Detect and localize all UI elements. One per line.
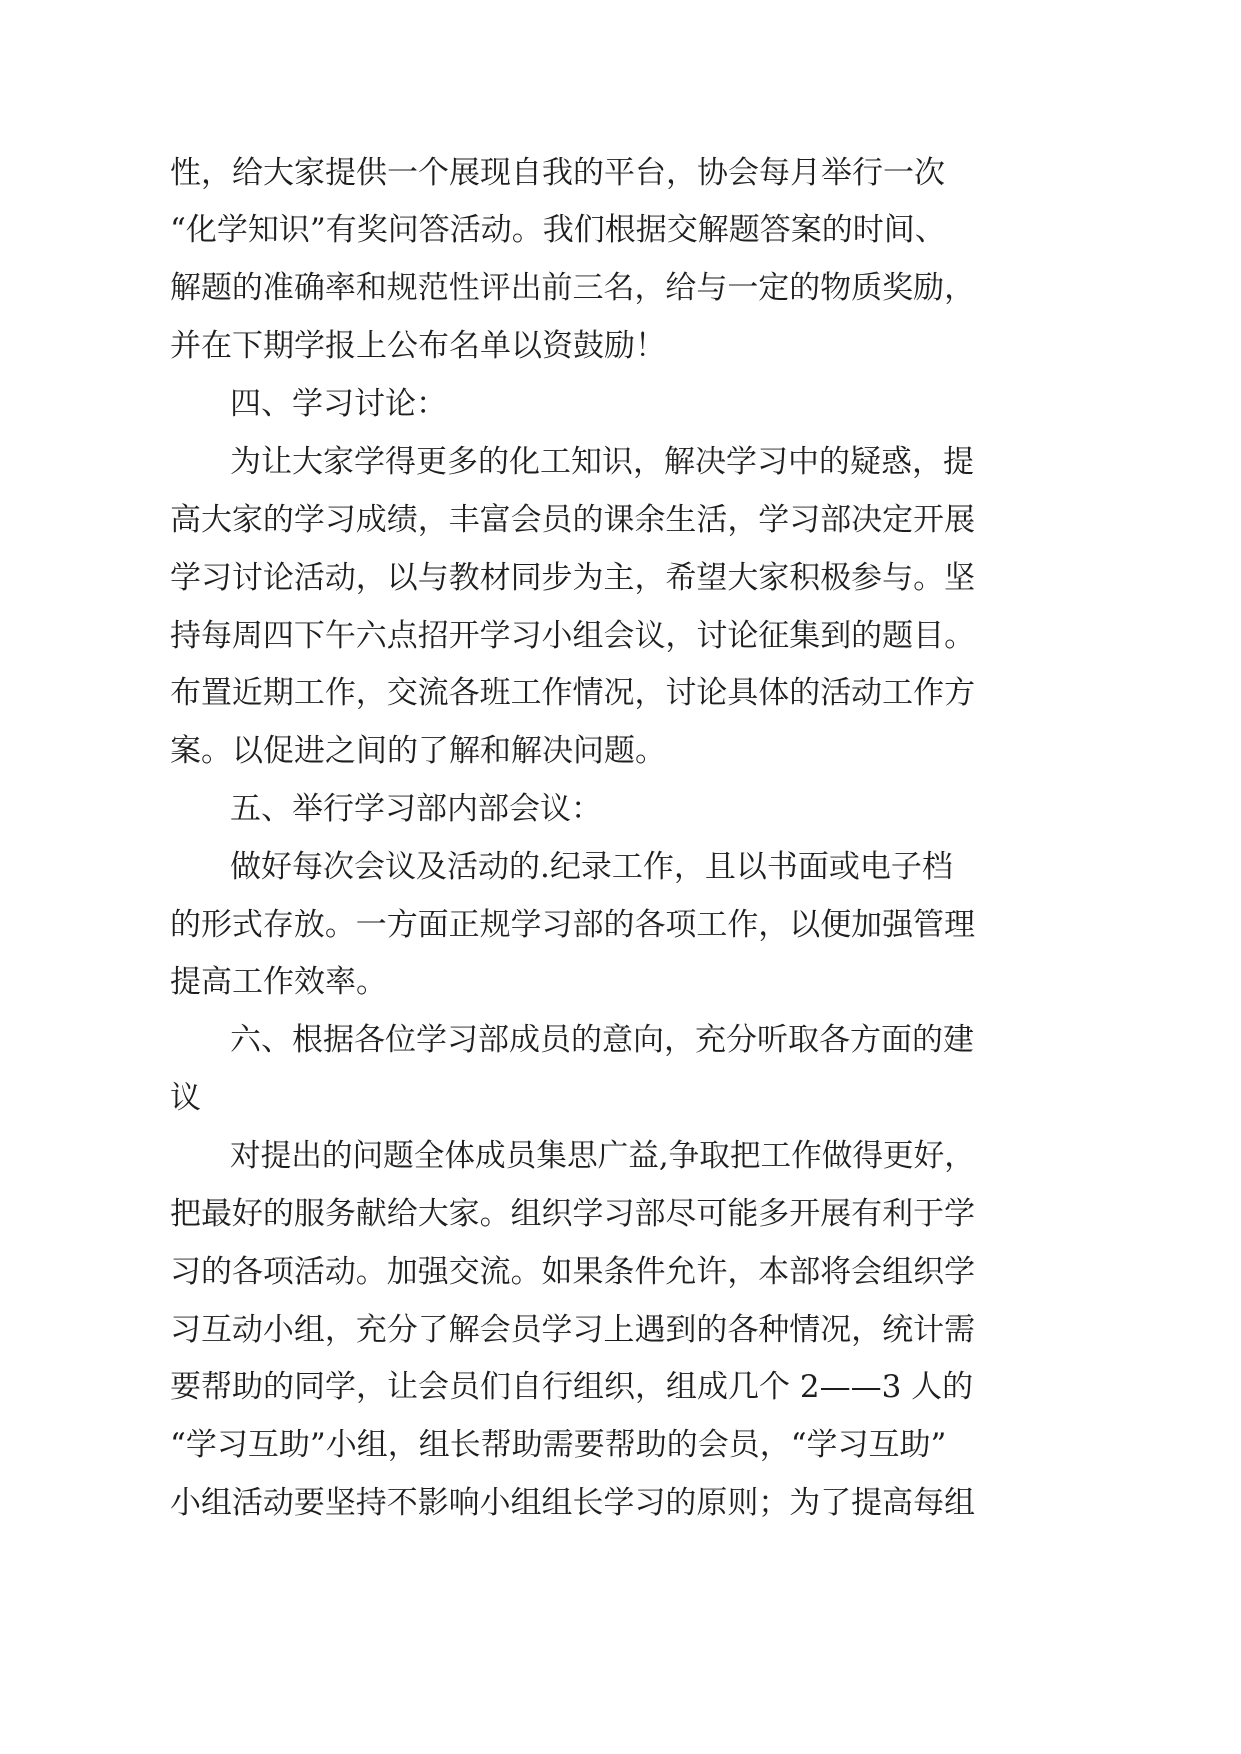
text-line: 要帮助的同学，让会员们自行组织，组成几个 2——3 人的 — [170, 1369, 974, 1405]
text-line: 并在下期学报上公布名单以资鼓励！ — [170, 328, 666, 364]
text-line: 对提出的问题全体成员集思广益,争取把工作做得更好， — [230, 1138, 975, 1174]
text-line: 解题的准确率和规范性评出前三名，给与一定的物质奖励， — [170, 270, 976, 306]
text-line: 持每周四下午六点招开学习小组会议，讨论征集到的题目。 — [170, 618, 976, 654]
text-line: “学习互助”小组，组长帮助需要帮助的会员，“学习互助” — [170, 1427, 947, 1463]
text-line: 为让大家学得更多的化工知识，解决学习中的疑惑，提 — [230, 444, 974, 480]
text-line: 学习讨论活动，以与教材同步为主，希望大家积极参与。坚 — [170, 560, 976, 596]
text-line: 习的各项活动。加强交流。如果条件允许，本部将会组织学 — [170, 1254, 976, 1290]
text-line: 的形式存放。一方面正规学习部的各项工作，以便加强管理 — [170, 907, 976, 943]
section-heading: 议 — [170, 1080, 201, 1116]
text-line: 提高工作效率。 — [170, 964, 387, 1000]
section-heading: 六、根据各位学习部成员的意向，充分听取各方面的建 — [230, 1022, 974, 1058]
section-heading: 五、举行学习部内部会议： — [230, 791, 602, 827]
text-line: 把最好的服务献给大家。组织学习部尽可能多开展有利于学 — [170, 1196, 976, 1232]
text-line: 性，给大家提供一个展现自我的平台，协会每月举行一次 — [170, 155, 945, 191]
section-heading: 四、学习讨论： — [230, 386, 447, 422]
text-line: 案。以促进之间的了解和解决问题。 — [170, 733, 666, 769]
text-line: 习互动小组，充分了解会员学习上遇到的各种情况，统计需 — [170, 1312, 976, 1348]
text-line: “化学知识”有奖问答活动。我们根据交解题答案的时间、 — [170, 212, 946, 248]
text-line: 小组活动要坚持不影响小组组长学习的原则；为了提高每组 — [170, 1485, 976, 1521]
text-line: 布置近期工作，交流各班工作情况，讨论具体的活动工作方 — [170, 675, 976, 711]
text-line: 高大家的学习成绩，丰富会员的课余生活，学习部决定开展 — [170, 502, 976, 538]
text-line: 做好每次会议及活动的.纪录工作，且以书面或电子档 — [230, 849, 953, 885]
